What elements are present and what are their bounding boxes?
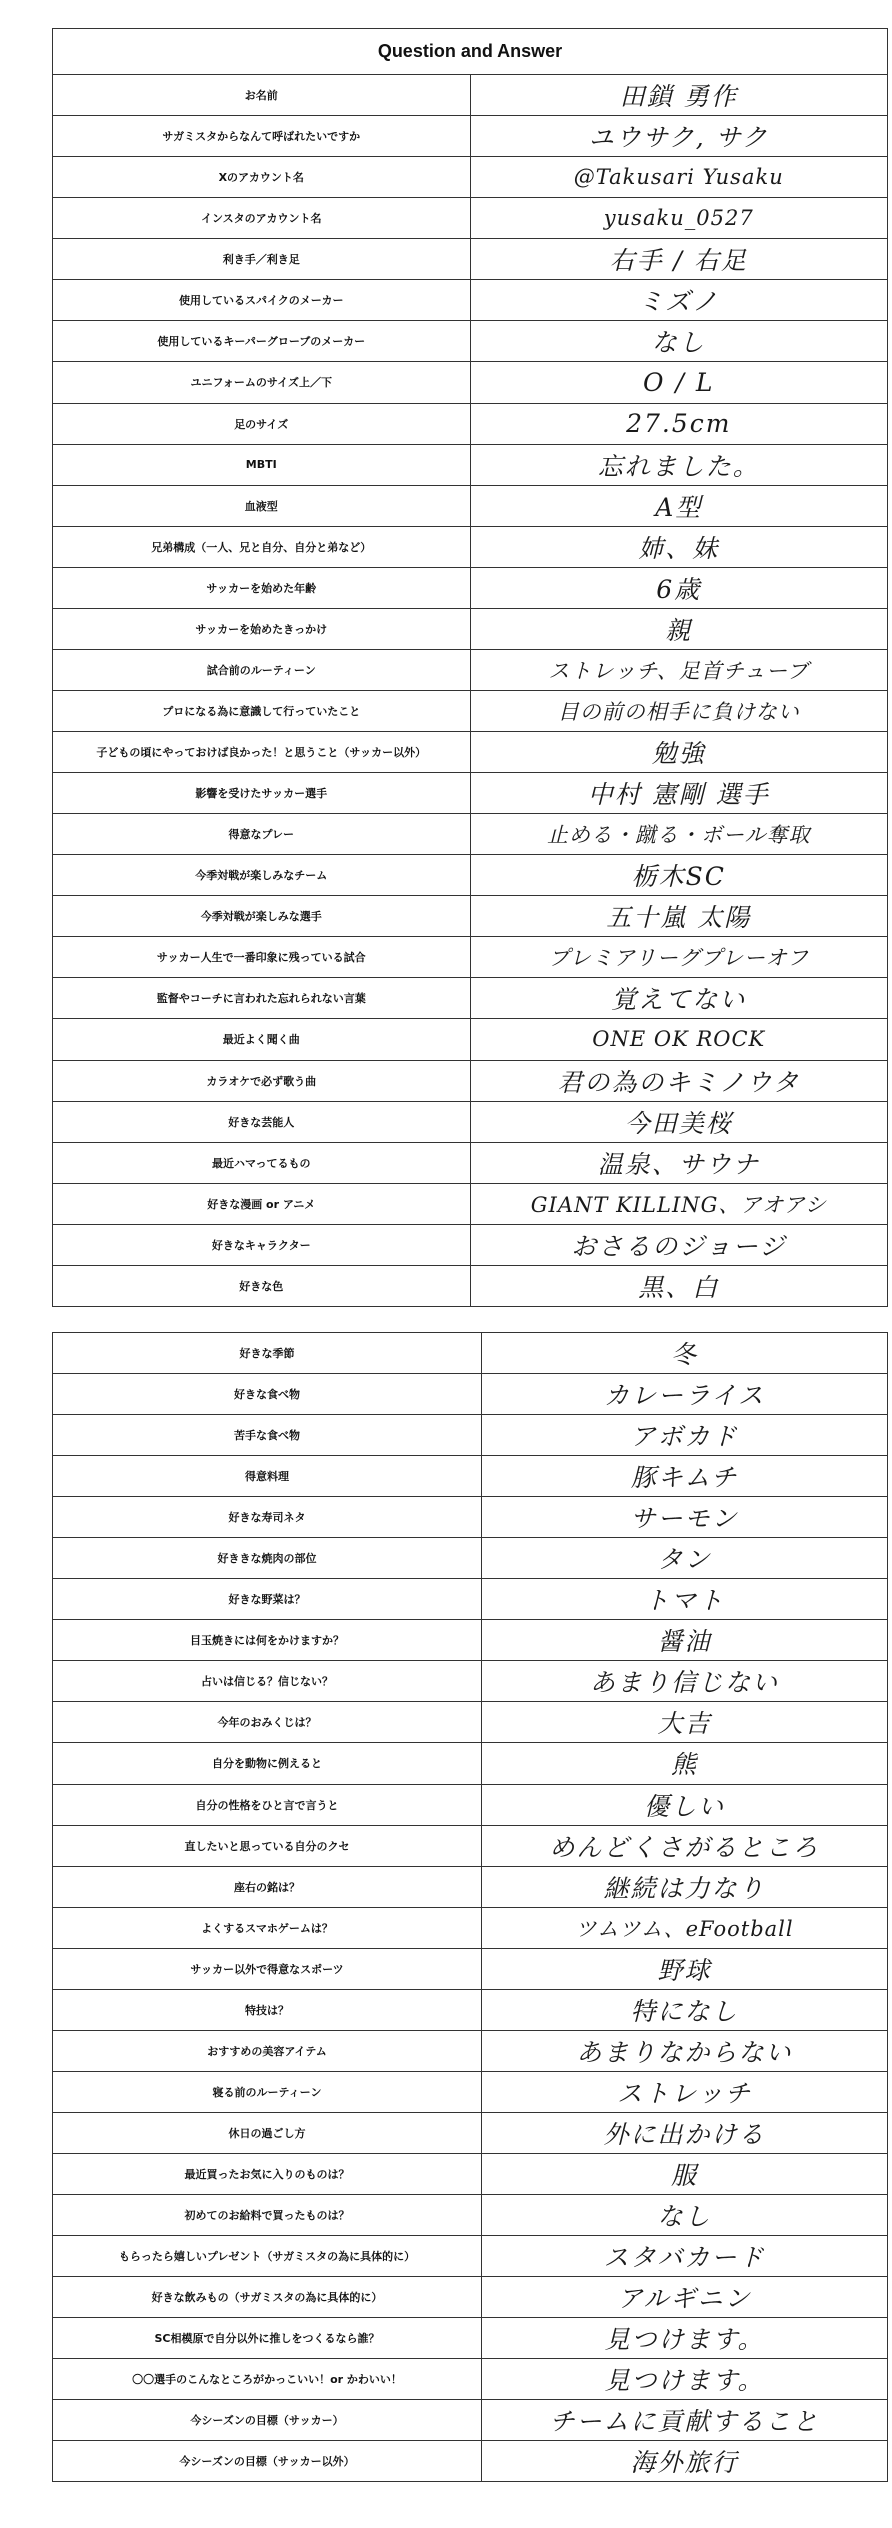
- qa-table-page-1: [52, 28, 888, 1307]
- question-label: SC相模原で自分以外に推しをつくるなら誰？: [53, 2318, 482, 2359]
- question-label: 最近買ったお気に入りのものは？: [53, 2153, 482, 2194]
- qa-row: [53, 321, 888, 362]
- question-label: 好きな飲みもの（サガミスタの為に具体的に）: [53, 2277, 482, 2318]
- qa-row: [53, 485, 888, 526]
- handwritten-answer: 温泉、サウナ: [470, 1142, 888, 1183]
- handwritten-answer: 冬: [482, 1333, 888, 1374]
- qa-table-page-2: [52, 1332, 888, 2482]
- question-label: MBTI: [53, 444, 471, 485]
- handwritten-answer: 五十嵐 太陽: [470, 896, 888, 937]
- handwritten-answer: アボカド: [482, 1415, 888, 1456]
- question-label: 利き手／利き足: [53, 239, 471, 280]
- handwritten-answer: めんどくさがるところ: [482, 1825, 888, 1866]
- question-label: サッカー以外で得意なスポーツ: [53, 1948, 482, 1989]
- qa-row: [53, 280, 888, 321]
- handwritten-answer: 親: [470, 608, 888, 649]
- question-label: おすすめの美容アイテム: [53, 2030, 482, 2071]
- qa-row: [53, 2400, 888, 2441]
- question-label: 好きな漫画 or アニメ: [53, 1183, 471, 1224]
- handwritten-answer: 勉強: [470, 732, 888, 773]
- handwritten-answer: 栃木SC: [470, 855, 888, 896]
- qa-row: [53, 1825, 888, 1866]
- question-label: 監督やコーチに言われた忘れられない言葉: [53, 978, 471, 1019]
- handwritten-answer: あまりなからない: [482, 2030, 888, 2071]
- handwritten-answer: 忘れました。: [470, 444, 888, 485]
- qa-row: [53, 1702, 888, 1743]
- question-label: お名前: [53, 75, 471, 116]
- question-label: 好きな色: [53, 1265, 471, 1306]
- handwritten-answer: 見つけます。: [482, 2359, 888, 2400]
- qa-row: [53, 1661, 888, 1702]
- handwritten-answer: ストレッチ、足首チューブ: [470, 649, 888, 690]
- question-label: 兄弟構成（一人、兄と自分、自分と弟など）: [53, 526, 471, 567]
- qa-row: [53, 2112, 888, 2153]
- question-label: 〇〇選手のこんなところがかっこいい！or かわいい！: [53, 2359, 482, 2400]
- qa-row: [53, 1784, 888, 1825]
- question-label: サッカーを始めた年齢: [53, 567, 471, 608]
- handwritten-answer: @Takusari Yusaku: [470, 157, 888, 198]
- qa-row: [53, 732, 888, 773]
- handwritten-answer: 田鎖 勇作: [470, 75, 888, 116]
- handwritten-answer: 服: [482, 2153, 888, 2194]
- question-label: もらったら嬉しいプレゼント（サガミスタの為に具体的に）: [53, 2236, 482, 2277]
- handwritten-answer: ツムツム、eFootball: [482, 1907, 888, 1948]
- question-label: 特技は？: [53, 1989, 482, 2030]
- handwritten-answer: yusaku_0527: [470, 198, 888, 239]
- qa-row: [53, 2030, 888, 2071]
- handwritten-answer: チームに貢献すること: [482, 2400, 888, 2441]
- handwritten-answer: 目の前の相手に負けない: [470, 690, 888, 731]
- question-label: 足のサイズ: [53, 403, 471, 444]
- handwritten-answer: あまり信じない: [482, 1661, 888, 1702]
- question-label: 得意なプレー: [53, 814, 471, 855]
- handwritten-answer: タン: [482, 1538, 888, 1579]
- question-label: 好きな寿司ネタ: [53, 1497, 482, 1538]
- question-label: 占いは信じる？信じない？: [53, 1661, 482, 1702]
- qa-row: [53, 814, 888, 855]
- question-label: 今季対戦が楽しみなチーム: [53, 855, 471, 896]
- handwritten-answer: 特になし: [482, 1989, 888, 2030]
- handwritten-answer: プレミアリーグプレーオフ: [470, 937, 888, 978]
- handwritten-answer: 外に出かける: [482, 2112, 888, 2153]
- qa-row: [53, 1183, 888, 1224]
- question-label: 使用しているキーパーグローブのメーカー: [53, 321, 471, 362]
- question-label: 自分の性格をひと言で言うと: [53, 1784, 482, 1825]
- question-label: 座右の銘は？: [53, 1866, 482, 1907]
- question-label: 今季対戦が楽しみな選手: [53, 896, 471, 937]
- qa-row: [53, 116, 888, 157]
- question-label: 初めてのお給料で買ったものは？: [53, 2194, 482, 2235]
- handwritten-answer: なし: [470, 321, 888, 362]
- question-label: 自分を動物に例えると: [53, 1743, 482, 1784]
- handwritten-answer: ストレッチ: [482, 2071, 888, 2112]
- qa-row: [53, 1538, 888, 1579]
- question-label: 好きなキャラクター: [53, 1224, 471, 1265]
- handwritten-answer: 大吉: [482, 1702, 888, 1743]
- handwritten-answer: 覚えてない: [470, 978, 888, 1019]
- qa-row: [53, 1456, 888, 1497]
- handwritten-answer: 野球: [482, 1948, 888, 1989]
- qa-row: [53, 978, 888, 1019]
- qa-row: [53, 1948, 888, 1989]
- question-label: ユニフォームのサイズ上／下: [53, 362, 471, 403]
- qa-row: [53, 937, 888, 978]
- qa-row: [53, 2236, 888, 2277]
- handwritten-answer: 止める・蹴る・ボール奪取: [470, 814, 888, 855]
- qa-row: [53, 2153, 888, 2194]
- handwritten-answer: 6歳: [470, 567, 888, 608]
- handwritten-answer: A型: [470, 485, 888, 526]
- handwritten-answer: アルギニン: [482, 2277, 888, 2318]
- qa-row: [53, 1743, 888, 1784]
- qa-row: [53, 1415, 888, 1456]
- handwritten-answer: カレーライス: [482, 1374, 888, 1415]
- question-label: 子どもの頃にやっておけば良かった！と思うこと（サッカー以外）: [53, 732, 471, 773]
- handwritten-answer: 右手 / 右足: [470, 239, 888, 280]
- handwritten-answer: 今田美桜: [470, 1101, 888, 1142]
- handwritten-answer: トマト: [482, 1579, 888, 1620]
- question-label: 使用しているスパイクのメーカー: [53, 280, 471, 321]
- handwritten-answer: 優しい: [482, 1784, 888, 1825]
- qa-sheet-page-2: [52, 1332, 888, 2482]
- qa-row: [53, 2277, 888, 2318]
- handwritten-answer: 継続は力なり: [482, 1866, 888, 1907]
- question-label: 直したいと思っている自分のクセ: [53, 1825, 482, 1866]
- question-label: サッカーを始めたきっかけ: [53, 608, 471, 649]
- qa-row: [53, 608, 888, 649]
- qa-row: [53, 1579, 888, 1620]
- question-label: 最近ハマってるもの: [53, 1142, 471, 1183]
- question-label: 寝る前のルーティーン: [53, 2071, 482, 2112]
- question-label: 試合前のルーティーン: [53, 649, 471, 690]
- qa-row: [53, 1333, 888, 1374]
- qa-row: [53, 239, 888, 280]
- question-label: 得意料理: [53, 1456, 482, 1497]
- question-label: 好きな食べ物: [53, 1374, 482, 1415]
- handwritten-answer: 豚キムチ: [482, 1456, 888, 1497]
- question-label: プロになる為に意識して行っていたこと: [53, 690, 471, 731]
- question-label: 苦手な食べ物: [53, 1415, 482, 1456]
- handwritten-answer: O / L: [470, 362, 888, 403]
- question-label: 好きな野菜は？: [53, 1579, 482, 1620]
- qa-row: [53, 198, 888, 239]
- sheet-title: Question and Answer: [53, 29, 888, 75]
- qa-row: [53, 403, 888, 444]
- handwritten-answer: 海外旅行: [482, 2441, 888, 2482]
- question-label: 好きな芸能人: [53, 1101, 471, 1142]
- qa-row: [53, 896, 888, 937]
- qa-row: [53, 444, 888, 485]
- question-label: Xのアカウント名: [53, 157, 471, 198]
- question-label: インスタのアカウント名: [53, 198, 471, 239]
- qa-row: [53, 362, 888, 403]
- qa-row: [53, 1060, 888, 1101]
- qa-row: [53, 1907, 888, 1948]
- question-label: サッカー人生で一番印象に残っている試合: [53, 937, 471, 978]
- qa-row: [53, 75, 888, 116]
- qa-row: [53, 1620, 888, 1661]
- qa-sheet-page-1: [52, 28, 888, 1307]
- qa-row: [53, 773, 888, 814]
- qa-row: [53, 1224, 888, 1265]
- qa-row: [53, 690, 888, 731]
- question-label: 好ききな焼肉の部位: [53, 1538, 482, 1579]
- question-label: 今シーズンの目標（サッカー）: [53, 2400, 482, 2441]
- question-label: サガミスタからなんて呼ばれたいですか: [53, 116, 471, 157]
- handwritten-answer: ミズノ: [470, 280, 888, 321]
- question-label: 休日の過ごし方: [53, 2112, 482, 2153]
- handwritten-answer: サーモン: [482, 1497, 888, 1538]
- handwritten-answer: GIANT KILLING、アオアシ: [470, 1183, 888, 1224]
- qa-row: [53, 567, 888, 608]
- qa-row: [53, 1989, 888, 2030]
- handwritten-answer: 君の為のキミノウタ: [470, 1060, 888, 1101]
- handwritten-answer: 姉、妹: [470, 526, 888, 567]
- qa-row: [53, 855, 888, 896]
- qa-row: [53, 157, 888, 198]
- handwritten-answer: 見つけます。: [482, 2318, 888, 2359]
- qa-row: [53, 1019, 888, 1060]
- handwritten-answer: ユウサク, サク: [470, 116, 888, 157]
- handwritten-answer: 熊: [482, 1743, 888, 1784]
- qa-row: [53, 1497, 888, 1538]
- question-label: 今年のおみくじは？: [53, 1702, 482, 1743]
- qa-row: [53, 649, 888, 690]
- qa-row: [53, 1374, 888, 1415]
- handwritten-answer: 27.5cm: [470, 403, 888, 444]
- qa-row: [53, 2359, 888, 2400]
- question-label: 今シーズンの目標（サッカー以外）: [53, 2441, 482, 2482]
- qa-row: [53, 2071, 888, 2112]
- question-label: 影響を受けたサッカー選手: [53, 773, 471, 814]
- qa-row: [53, 2194, 888, 2235]
- question-label: 最近よく聞く曲: [53, 1019, 471, 1060]
- qa-row: [53, 2441, 888, 2482]
- question-label: よくするスマホゲームは？: [53, 1907, 482, 1948]
- handwritten-answer: 黒、白: [470, 1265, 888, 1306]
- qa-row: [53, 1866, 888, 1907]
- question-label: 目玉焼きには何をかけますか？: [53, 1620, 482, 1661]
- qa-row: [53, 1142, 888, 1183]
- qa-row: [53, 526, 888, 567]
- question-label: 好きな季節: [53, 1333, 482, 1374]
- question-label: 血液型: [53, 485, 471, 526]
- handwritten-answer: 中村 憲剛 選手: [470, 773, 888, 814]
- handwritten-answer: スタバカード: [482, 2236, 888, 2277]
- question-label: カラオケで必ず歌う曲: [53, 1060, 471, 1101]
- handwritten-answer: なし: [482, 2194, 888, 2235]
- qa-row: [53, 1101, 888, 1142]
- qa-row: [53, 1265, 888, 1306]
- handwritten-answer: おさるのジョージ: [470, 1224, 888, 1265]
- handwritten-answer: ONE OK ROCK: [470, 1019, 888, 1060]
- qa-row: [53, 2318, 888, 2359]
- handwritten-answer: 醤油: [482, 1620, 888, 1661]
